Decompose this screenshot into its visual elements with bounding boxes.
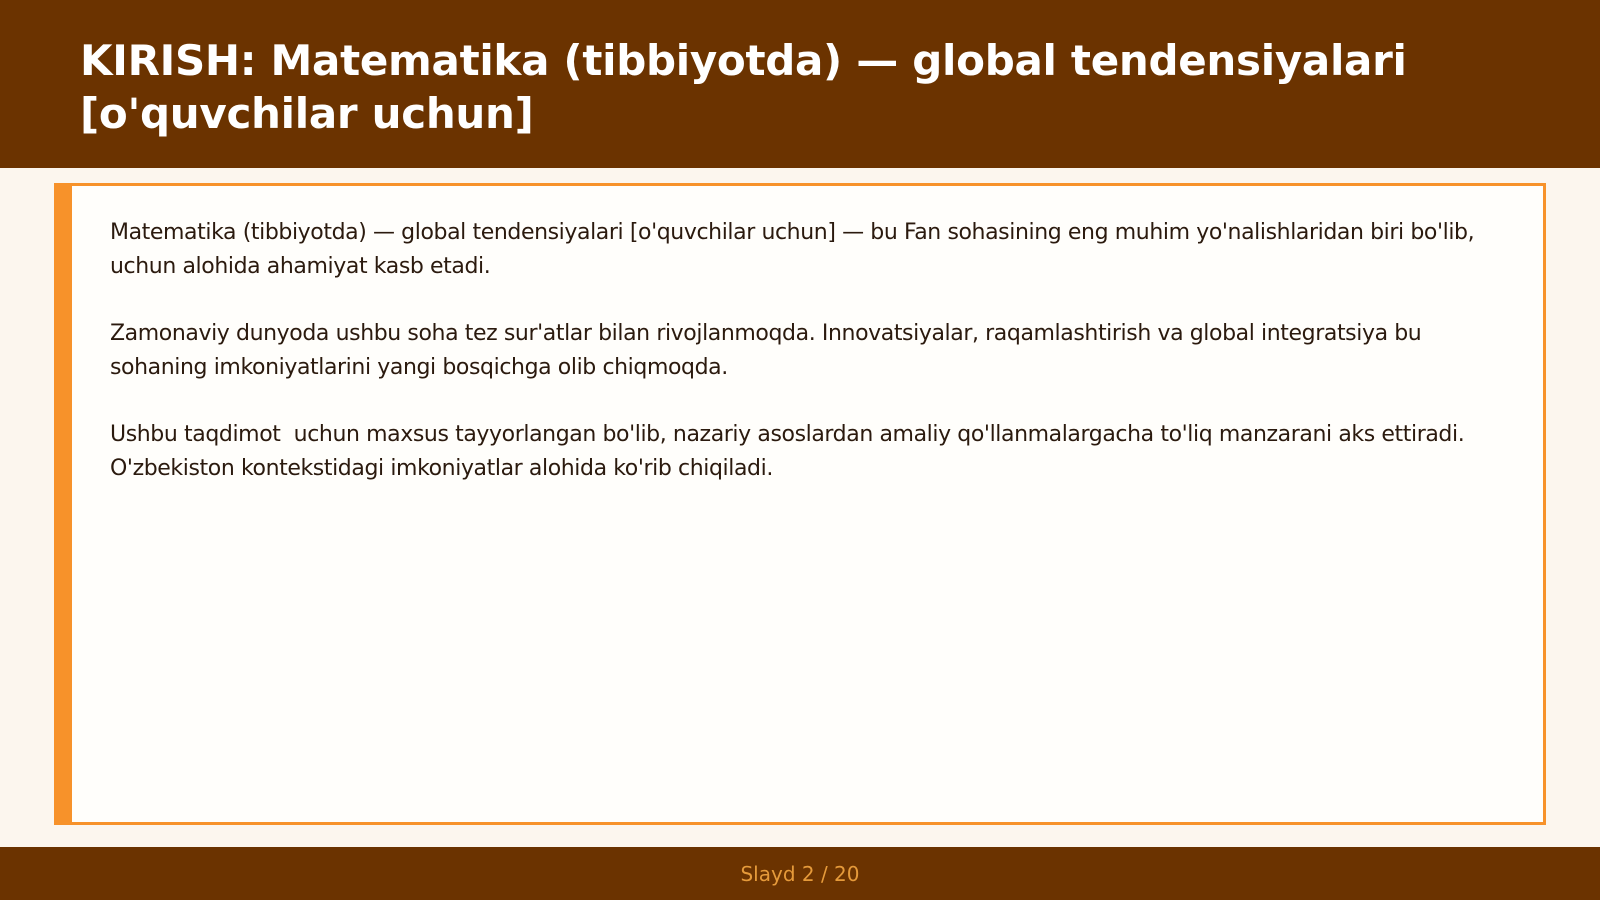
intro-paragraph: Matematika (tibbiyotda) — global tendensiyalari [o'quvchilar uchun] — bu Fan sohasining eng muhim yo'nalishlaridan biri bo'lib, uchun alohida ahamiyat kasb etadi. <box>110 220 1488 279</box>
slide-footer <box>0 847 1600 900</box>
slide-header <box>0 0 1600 168</box>
trend-paragraph: Zamonaviy dunyoda ushbu soha tez sur'atlar bilan rivojlanmoqda. Innovatsiyalar, raqamlashtirish va global integratsiya bu sohaning imkoniyatlarini yangi bosqichga olib chiqmoqda. <box>110 321 1428 380</box>
slide-title: KIRISH: Matematika (tibbiyotda) — global tendensiyalari [o'quvchilar uchun] <box>80 36 1407 138</box>
slide-counter: Slayd 2 / 20 <box>740 861 860 886</box>
purpose-paragraph: Ushbu taqdimot uchun maxsus tayyorlangan bo'lib, nazariy asoslardan amaliy qo'llanmalargacha to'liq manzarani aks ettiradi. O'zbekiston kontekstidagi imkoniyatlar alohida ko'rib chiqiladi. <box>110 422 1471 481</box>
content-card <box>54 183 1546 825</box>
